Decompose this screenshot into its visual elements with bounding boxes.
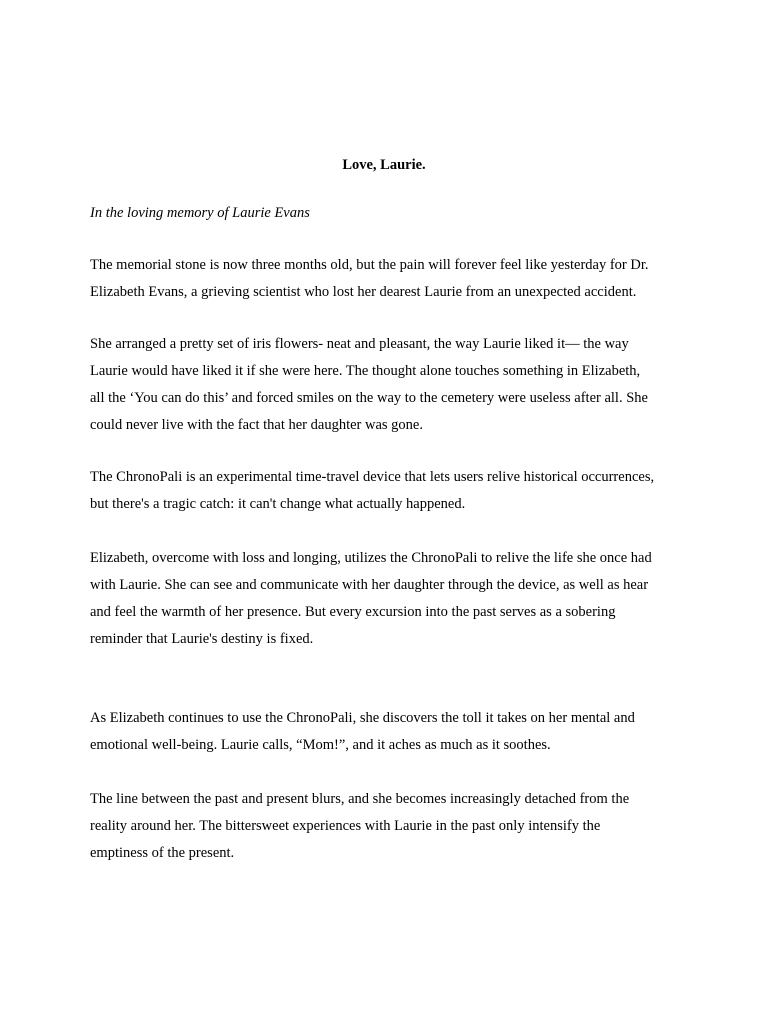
- paragraph-2: [90, 331, 690, 439]
- paragraph-line: reality around her. The bittersweet experiences with Laurie in the past only intensify the: [90, 818, 601, 834]
- paragraph-1: [90, 252, 690, 306]
- paragraph-line: all the ‘You can do this’ and forced smiles on the way to the cemetery were useless after all. She: [90, 390, 648, 406]
- paragraph-line: with Laurie. She can see and communicate with her daughter through the device, as well as hear: [90, 577, 649, 593]
- paragraph-line: Elizabeth Evans, a grieving scientist who lost her dearest Laurie from an unexpected accident.: [90, 284, 637, 300]
- paragraph-line: Elizabeth, overcome with loss and longing, utilizes the ChronoPali to relive the life she once had: [90, 550, 652, 566]
- paragraph-line: She arranged a pretty set of iris flowers- neat and pleasant, the way Laurie liked it— the way: [90, 336, 629, 352]
- paragraph-line: could never live with the fact that her daughter was gone.: [90, 417, 423, 433]
- paragraph-6: [90, 786, 690, 867]
- paragraph-line: The ChronoPali is an experimental time-travel device that lets users relive historical occurrences,: [90, 469, 655, 485]
- paragraph-line: Laurie would have liked it if she were here. The thought alone touches something in Elizabeth,: [90, 363, 641, 379]
- paragraph-5: [90, 705, 690, 759]
- paragraph-line: The line between the past and present blurs, and she becomes increasingly detached from the: [90, 791, 630, 807]
- paragraph-line: The memorial stone is now three months old, but the pain will forever feel like yesterday for Dr.: [90, 257, 649, 273]
- dedication-line: In the loving memory of Laurie Evans: [90, 205, 310, 221]
- paragraph-line: emptiness of the present.: [90, 845, 235, 861]
- paragraph-line: reminder that Laurie's destiny is fixed.: [90, 631, 314, 647]
- document-title: Love, Laurie.: [342, 157, 426, 173]
- paragraph-4: [90, 545, 690, 653]
- paragraph-line: emotional well-being. Laurie calls, “Mom!”, and it aches as much as it soothes.: [90, 737, 551, 753]
- paragraph-line: but there's a tragic catch: it can't change what actually happened.: [90, 496, 466, 512]
- paragraph-line: and feel the warmth of her presence. But every excursion into the past serves as a sobering: [90, 604, 616, 620]
- paragraph-line: As Elizabeth continues to use the ChronoPali, she discovers the toll it takes on her mental and: [90, 710, 635, 726]
- paragraph-3: [90, 464, 690, 518]
